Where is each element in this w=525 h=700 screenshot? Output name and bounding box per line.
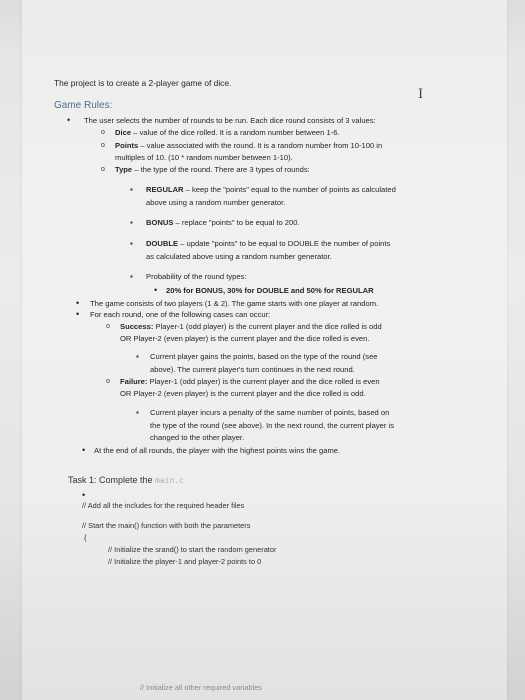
bullet-icon: • xyxy=(154,285,158,295)
probability-values: 20% for BONUS, 30% for DOUBLE and 50% for REGULAR xyxy=(166,286,374,295)
square-bullet-icon: ▪ xyxy=(130,272,133,281)
game-rules-heading: Game Rules: xyxy=(54,100,113,111)
type-regular: REGULAR – keep the "points" equal to the number of points as calculated xyxy=(146,185,396,194)
square-bullet-icon: ▪ xyxy=(136,408,139,417)
rule-points-cont: multiples of 10. (10 * random number between 1-10). xyxy=(115,153,293,162)
code-comment-includes: // Add all the includes for the required header files xyxy=(82,501,245,510)
case-success-cont: OR Player-2 (even player) is the current player and the dice rolled is even. xyxy=(120,334,370,343)
bullet-icon: • xyxy=(82,445,86,455)
text-cursor-icon: I xyxy=(418,87,424,102)
bullet-icon: • xyxy=(76,309,80,319)
success-effect-cont: above). The current player's turn continues in the next round. xyxy=(150,365,355,374)
task-heading: Task 1: Complete the main.c xyxy=(68,475,184,485)
failure-effect-cont2: changed to the other player. xyxy=(150,433,245,442)
failure-effect: Current player incurs a penalty of the same number of points, based on xyxy=(150,408,390,417)
square-bullet-icon: ▪ xyxy=(130,218,133,227)
case-failure-cont: OR Player-2 (even player) is the current player and the dice rolled is odd. xyxy=(120,389,366,398)
case-failure: Failure: Player-1 (odd player) is the current player and the dice rolled is even xyxy=(120,377,380,386)
intro-text: The project is to create a 2-player game of dice. xyxy=(54,78,232,88)
failure-effect-cont: the type of the round (see above). In the next round, the current player is xyxy=(150,421,394,430)
type-double: DOUBLE – update "points" to be equal to DOUBLE the number of points xyxy=(146,239,391,248)
code-comment-srand: // Initialize the srand() to start the random generator xyxy=(108,545,277,554)
bullet-icon: • xyxy=(76,298,80,308)
success-effect: Current player gains the points, based on the type of the round (see xyxy=(150,352,378,361)
rule-players: The game consists of two players (1 & 2). The game starts with one player at random. xyxy=(90,299,379,308)
case-success: Success: Player-1 (odd player) is the current player and the dice rolled is odd xyxy=(120,322,382,331)
rule-points: Points – value associated with the round. It is a random number from 10-100 in xyxy=(115,141,383,150)
rule-end: At the end of all rounds, the player with the highest points wins the game. xyxy=(94,446,341,455)
circle-bullet-icon: o xyxy=(106,323,110,330)
circle-bullet-icon: o xyxy=(101,166,105,173)
circle-bullet-icon: o xyxy=(101,129,105,136)
bullet-icon: • xyxy=(67,115,71,125)
type-double-cont: as calculated above using a random number generator. xyxy=(146,252,332,261)
type-bonus: BONUS – replace "points" to be equal to 200. xyxy=(146,218,300,227)
probability-label: Probability of the round types: xyxy=(146,272,247,281)
circle-bullet-icon: o xyxy=(106,378,110,385)
rule-type: Type – the type of the round. There are 3 types of rounds: xyxy=(115,165,310,174)
code-comment-variables: // Initialize all other required variables xyxy=(140,683,263,692)
code-open-brace: { xyxy=(84,533,87,542)
rule-cases: For each round, one of the following cases can occur: xyxy=(90,310,271,319)
square-bullet-icon: ▪ xyxy=(136,352,139,361)
rule-dice: Dice – value of the dice rolled. It is a random number between 1-6. xyxy=(115,128,340,137)
rule-rounds: The user selects the number of rounds to be run. Each dice round consists of 3 values: xyxy=(84,116,376,125)
type-regular-cont: above using a random number generator. xyxy=(146,198,286,207)
bullet-icon: • xyxy=(82,490,86,500)
code-comment-main: // Start the main() function with both the parameters xyxy=(82,521,251,530)
square-bullet-icon: ▪ xyxy=(130,239,133,248)
circle-bullet-icon: o xyxy=(101,142,105,149)
square-bullet-icon: ▪ xyxy=(130,185,133,194)
code-comment-points: // Initialize the player-1 and player-2 points to 0 xyxy=(108,557,262,566)
